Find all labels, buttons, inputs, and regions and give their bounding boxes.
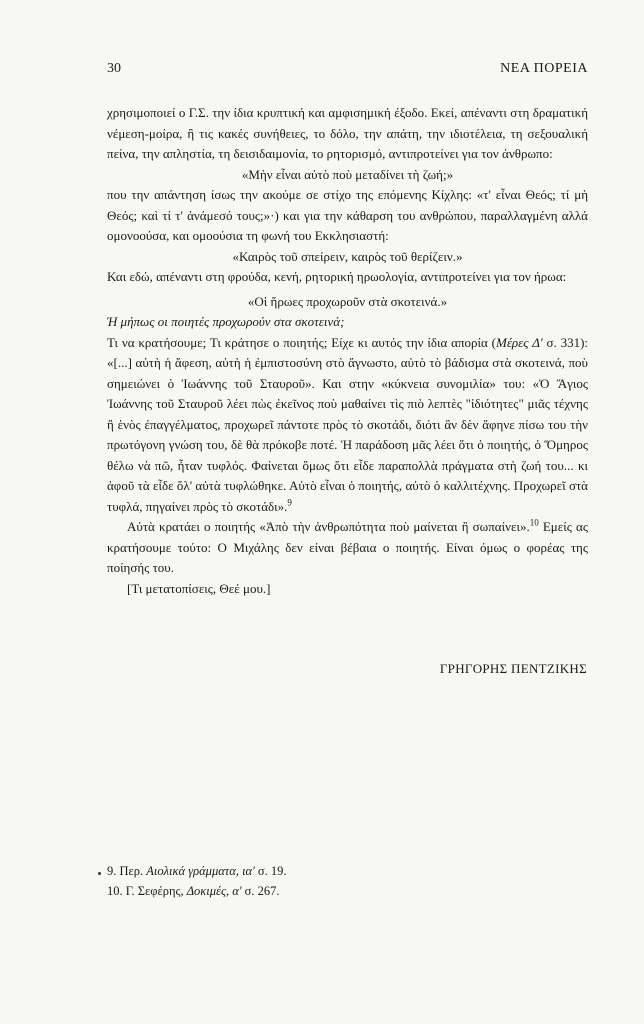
- text-run: Εμείς ας κρατήσουμε τούτο: Ο Μιχάλης δεν είναι βέβαια ο ποιητής. Είναι όμως ο φορέας της ποίησής του.: [107, 519, 588, 575]
- footnote-ref: 10: [529, 517, 539, 528]
- footnote-title: Αιολικά γράμματα, ια': [146, 864, 255, 878]
- paragraph: που την απάντηση ίσως την ακούμε σε στίχο της επόμενης Κίχλης: «τ' εἶναι Θεός; τί μὴ Θεός; καὶ τί τ' ἀνάμεσό τους;»·) και για την κάθαρση του ανθρώπου, παραλλαγμένη αλλά ομονοούσα, και ομοούσια τη φωνή του Εκκλησιαστή:: [107, 187, 588, 243]
- footnote: [107, 861, 287, 881]
- footnote-suffix: σ. 19.: [254, 864, 287, 878]
- footnotes: [107, 861, 287, 901]
- quote-line: «Οἱ ἥρωες προχωροῦν στὰ σκοτεινά.»: [247, 293, 448, 309]
- text-run: Αὐτὰ κρατάει ο ποιητής «Ἀπὸ τὴν ἀνθρωπότητα ποὺ μαίνεται ἢ σωπαίνει».: [127, 519, 530, 534]
- margin-dot: [98, 872, 101, 875]
- footnote-ref: 9: [287, 497, 292, 508]
- page-number: 30: [107, 61, 121, 76]
- quote-line: «Καιρὸς τοῦ σπείρειν, καιρὸς τοῦ θερίζειν.»: [232, 248, 463, 264]
- text-run: Τι να κρατήσουμε; Τι κράτησε ο ποιητής; Είχε κι αυτός την ίδια απορία (: [107, 334, 496, 350]
- footnote-title: Δοκιμές, α': [186, 884, 242, 898]
- paragraph: [107, 333, 588, 518]
- running-title: ΝΕΑ ΠΟΡΕΙΑ: [500, 61, 588, 76]
- paragraph: [107, 517, 588, 579]
- quote-line: «Μὴν εἶναι αὐτὸ ποὺ μεταδίνει τὴ ζωή;»: [241, 166, 454, 182]
- author-signature: ΓΡΗΓΟΡΗΣ ΠΕΝΤΖΙΚΗΣ: [439, 661, 587, 676]
- paragraph: Και εδώ, απέναντι στη φρούδα, κενή, ρητορική ηρωολογία, αντιπροτείνει για τον ήρωα:: [107, 269, 567, 284]
- cited-work: Μέρες Δ': [495, 334, 543, 350]
- footnote-suffix: σ. 267.: [241, 884, 280, 898]
- footnote-prefix: 9. Περ.: [107, 864, 147, 878]
- closing-line: [Τι μετατοπίσεις, Θεέ μου.]: [127, 580, 271, 596]
- footnote: [107, 881, 287, 901]
- page-header: [107, 61, 588, 81]
- main-text: [107, 103, 588, 599]
- footnote-prefix: 10. Γ. Σεφέρης,: [107, 884, 187, 898]
- paragraph: χρησιμοποιεί ο Γ.Σ. την ίδια κρυπτική και αμφισημική έξοδο. Εκεί, απέναντι στη δραματική νέμεση-μοίρα, ἢ τις κακές συνήθειες, το δόλο, την απάτη, την ιδιοτέλεια, τη σεξουαλική πείνα, την απληστία, τη δεισιδαιμονία, το ρητορισμό, αντιπροτείνει για τον άνθρωπο:: [107, 105, 588, 161]
- question-line: Ή μήπως οι ποιητές προχωρούν στα σκοτεινά;: [107, 314, 345, 329]
- text-run: σ. 331): «[...] αὐτὴ ἡ ἄφεση, αὐτὴ ἡ ἐμπιστοσύνη στὸ ἄγνωστο, αὐτὸ τὸ βάδισμα στὰ σκοτεινά, ποὺ σημειώνει ὁ Ἰωάννης τοῦ Σταυροῦ». Και στην «κύκνεια συνομιλία» του: «Ὁ Ἅγιος Ἰωάννης τοῦ Σταυροῦ λέει πὼς ἐκεῖνος ποὺ μαθαίνει τὶς πιὸ λεπτὲς "ἰδιότητες" μιᾶς τέχνης ἢ ἑνὸς ἐπαγγέλματος, προχωρεῖ πάντοτε πρὸς τὸ σκοτάδι, διότι ἂν δὲν ἄφηνε πίσω του τὴν πρωτόγονη γνώση του, δὲ θὰ πρόκοβε ποτέ. Ἡ παράδοση μᾶς λέει ὅτι ὁ ποιητής, ὁ Ὅμηρος θέλω νὰ πῶ, ἦταν τυφλός. Φαίνεται ὅμως ὅτι εἶδε παραπολλὰ πράγματα στὴ ζωή του... κι ἀφοῦ τὰ εἶδε ὅλ' αὐτὰ τυφλώθηκε. Αὐτὸ εἶναι ὁ ποιητής, αὐτὸ ὁ καλλιτέχνης. Προχωρεῖ στὰ τυφλά, πηγαίνει πρὸς τὸ σκοτάδι».: [107, 334, 589, 514]
